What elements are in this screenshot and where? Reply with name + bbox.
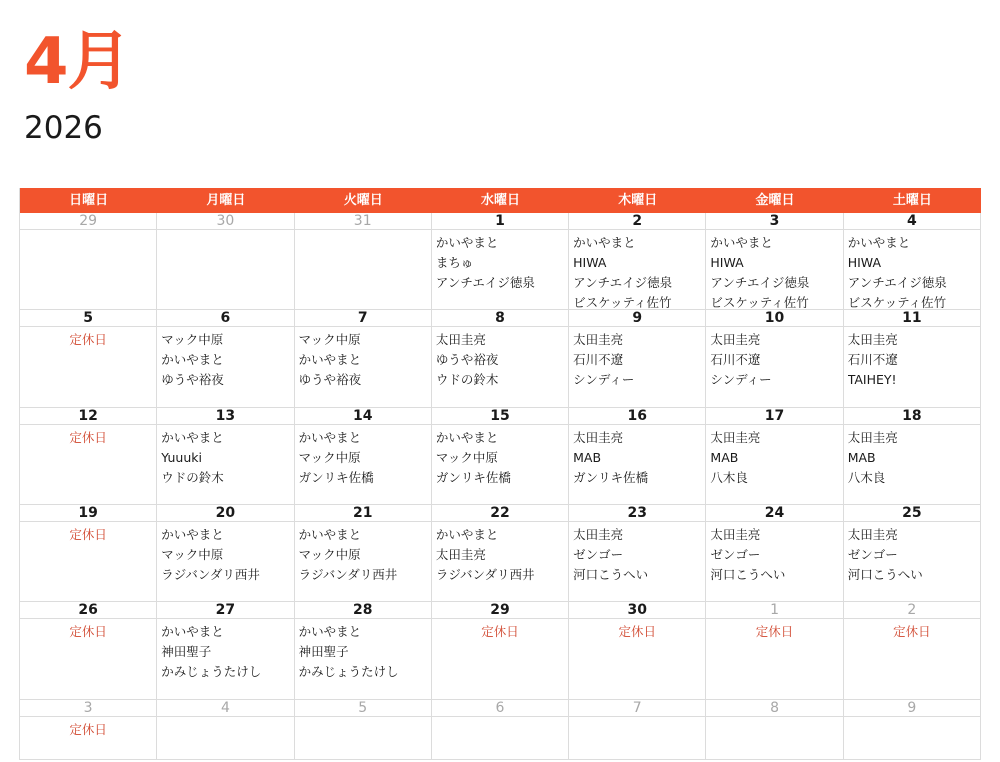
day-cell[interactable] (157, 213, 294, 310)
day-number: 11 (844, 310, 980, 327)
day-cell[interactable] (157, 602, 294, 700)
day-cell[interactable] (706, 602, 843, 700)
day-entries (432, 327, 568, 390)
schedule-entry: 太田圭亮 (435, 332, 486, 347)
schedule-entry: ビスケッティ佐竹 (847, 295, 947, 310)
day-cell[interactable] (706, 700, 843, 760)
schedule-entry: ビスケッティ佐竹 (573, 295, 672, 310)
schedule-entry: かいやまと (435, 235, 499, 250)
year-label: 2026 (24, 110, 103, 146)
schedule-entry: 八木良 (710, 470, 748, 485)
schedule-entry: ゆうや裕夜 (298, 372, 362, 387)
schedule-entry: マック中原 (161, 332, 224, 347)
day-cell[interactable] (432, 213, 569, 310)
schedule-entry: アンチエイジ徳泉 (710, 275, 810, 290)
day-number: 22 (432, 505, 568, 522)
schedule-entry: かいやまと (161, 527, 224, 542)
schedule-entry: 神田聖子 (298, 644, 349, 659)
day-number: 9 (844, 700, 980, 717)
day-cell[interactable] (157, 700, 294, 760)
day-entries (295, 230, 431, 233)
weekday-header (20, 188, 981, 213)
day-number: 14 (295, 408, 431, 425)
day-number: 17 (706, 408, 842, 425)
schedule-entry: かいやまと (435, 430, 499, 445)
day-cell[interactable] (844, 408, 981, 505)
day-entries (844, 230, 980, 313)
day-entries (844, 717, 980, 720)
schedule-entry: シンディー (710, 372, 772, 387)
day-number: 7 (569, 700, 705, 717)
day-cell[interactable] (20, 602, 157, 700)
day-entries (157, 522, 293, 585)
weekday-thursday: 木曜日 (618, 193, 658, 208)
day-cell[interactable] (844, 505, 981, 602)
schedule-entry: かみじょうたけし (298, 664, 399, 679)
day-cell[interactable] (20, 505, 157, 602)
schedule-entry: かみじょうたけし (161, 664, 262, 679)
day-number: 5 (295, 700, 431, 717)
day-entries (157, 425, 293, 488)
schedule-entry: Yuuuki (161, 450, 202, 465)
schedule-entry: アンチエイジ徳泉 (573, 275, 673, 290)
closed-day-label: 定休日 (69, 722, 107, 737)
day-entries (295, 619, 431, 682)
schedule-entry: かいやまと (435, 527, 499, 542)
day-number: 27 (157, 602, 293, 619)
day-number: 24 (706, 505, 842, 522)
schedule-entry: 河口こうへい (573, 567, 649, 582)
day-cell[interactable] (295, 310, 432, 408)
schedule-entry: ゆうや裕夜 (435, 352, 499, 367)
schedule-entry: 八木良 (847, 470, 886, 485)
schedule-entry: アンチエイジ徳泉 (847, 275, 947, 290)
day-cell[interactable] (20, 408, 157, 505)
schedule-entry: ガンリキ佐橋 (435, 470, 511, 485)
day-entries (432, 619, 568, 642)
schedule-entry: ウドの鈴木 (435, 372, 499, 387)
day-cell[interactable] (432, 310, 569, 408)
closed-day-label: 定休日 (893, 624, 931, 639)
weeks-container (20, 213, 981, 760)
day-cell[interactable] (432, 505, 569, 602)
day-entries (569, 619, 705, 642)
day-entries (295, 425, 431, 488)
week-row (20, 700, 981, 760)
schedule-entry: かいやまと (161, 352, 224, 367)
day-number: 20 (157, 505, 293, 522)
day-entries (20, 425, 156, 448)
day-number: 2 (844, 602, 980, 619)
day-number: 1 (432, 213, 568, 230)
day-cell[interactable] (844, 700, 981, 760)
day-cell[interactable] (157, 408, 294, 505)
schedule-entry: かいやまと (298, 352, 362, 367)
day-entries (706, 717, 842, 720)
day-entries (20, 522, 156, 545)
day-cell[interactable] (569, 213, 706, 310)
day-number: 30 (569, 602, 705, 619)
schedule-entry: かいやまと (298, 430, 362, 445)
day-entries (295, 327, 431, 390)
day-entries (295, 717, 431, 720)
weekday-sunday: 日曜日 (69, 193, 109, 208)
schedule-entry: ラジバンダリ西井 (298, 567, 398, 582)
day-entries (432, 230, 568, 293)
schedule-entry: マック中原 (298, 547, 361, 562)
day-number: 28 (295, 602, 431, 619)
day-entries (20, 230, 156, 233)
day-cell[interactable] (295, 213, 432, 310)
day-entries (844, 327, 980, 390)
day-number: 19 (20, 505, 156, 522)
day-entries (569, 717, 705, 720)
day-number: 25 (844, 505, 980, 522)
schedule-entry: ラジバンダリ西井 (161, 567, 260, 582)
day-cell[interactable] (157, 310, 294, 408)
closed-day-label: 定休日 (481, 624, 519, 639)
schedule-entry: ゼンゴー (573, 547, 624, 562)
schedule-entry: MAB (847, 450, 876, 465)
day-number: 16 (569, 408, 705, 425)
schedule-entry: ビスケッティ佐竹 (710, 295, 809, 310)
day-cell[interactable] (706, 408, 843, 505)
schedule-entry: かいやまと (847, 235, 911, 250)
day-entries (157, 619, 293, 682)
day-entries (569, 327, 705, 390)
day-cell[interactable] (706, 213, 843, 310)
day-entries (569, 230, 705, 313)
day-entries (20, 619, 156, 642)
day-cell[interactable] (295, 602, 432, 700)
schedule-entry: ガンリキ佐橋 (298, 470, 374, 485)
schedule-entry: 河口こうへい (710, 567, 786, 582)
schedule-entry: ゼンゴー (710, 547, 761, 562)
week-row (20, 213, 981, 310)
day-cell[interactable] (844, 310, 981, 408)
schedule-entry: 太田圭亮 (710, 332, 761, 347)
day-entries (157, 230, 293, 233)
schedule-entry: ウドの鈴木 (161, 470, 224, 485)
day-number: 8 (706, 700, 842, 717)
day-entries (20, 327, 156, 350)
day-number: 2 (569, 213, 705, 230)
day-number: 4 (844, 213, 980, 230)
day-entries (432, 522, 568, 585)
schedule-entry: 河口こうへい (847, 567, 923, 582)
schedule-entry: 太田圭亮 (573, 527, 624, 542)
day-cell[interactable] (295, 505, 432, 602)
day-number: 6 (432, 700, 568, 717)
weekday-tuesday: 火曜日 (343, 193, 383, 208)
day-number: 5 (20, 310, 156, 327)
day-entries (569, 522, 705, 585)
closed-day-label: 定休日 (618, 624, 657, 639)
schedule-entry: MAB (573, 450, 602, 465)
day-number: 29 (20, 213, 156, 230)
closed-day-label: 定休日 (69, 332, 107, 347)
day-number: 8 (432, 310, 568, 327)
schedule-entry: かいやまと (161, 430, 224, 445)
week-row (20, 602, 981, 700)
schedule-entry: TAIHEY! (847, 372, 897, 387)
day-cell[interactable] (295, 408, 432, 505)
schedule-entry: 太田圭亮 (435, 547, 486, 562)
day-number: 4 (157, 700, 293, 717)
day-entries (157, 717, 293, 720)
day-entries (295, 522, 431, 585)
day-number: 10 (706, 310, 842, 327)
schedule-entry: かいやまと (298, 624, 362, 639)
schedule-entry: マック中原 (298, 332, 361, 347)
day-number: 30 (157, 213, 293, 230)
schedule-entry: 石川不遼 (847, 352, 898, 367)
schedule-entry: 石川不遼 (573, 352, 624, 367)
day-cell[interactable] (20, 700, 157, 760)
day-cell[interactable] (569, 700, 706, 760)
day-cell[interactable] (432, 408, 569, 505)
day-entries (706, 522, 842, 585)
day-cell[interactable] (569, 602, 706, 700)
schedule-entry: HIWA (573, 255, 607, 270)
schedule-entry: 太田圭亮 (847, 430, 898, 445)
schedule-entry: 太田圭亮 (573, 430, 624, 445)
schedule-entry: 太田圭亮 (710, 527, 761, 542)
day-entries (20, 717, 156, 740)
day-number: 18 (844, 408, 980, 425)
day-cell[interactable] (844, 602, 981, 700)
day-cell[interactable] (432, 700, 569, 760)
schedule-entry: HIWA (710, 255, 744, 270)
schedule-entry: ゼンゴー (847, 547, 898, 562)
schedule-entry: 石川不遼 (710, 352, 761, 367)
day-cell[interactable] (706, 310, 843, 408)
schedule-entry: 太田圭亮 (710, 430, 761, 445)
day-number: 29 (432, 602, 568, 619)
closed-day-label: 定休日 (69, 624, 107, 639)
schedule-entry: 太田圭亮 (573, 332, 624, 347)
weekday-friday: 金曜日 (755, 193, 795, 208)
day-entries (844, 522, 980, 585)
schedule-entry: マック中原 (161, 547, 224, 562)
schedule-entry: 神田聖子 (161, 644, 212, 659)
schedule-entry: かいやまと (573, 235, 636, 250)
day-entries (706, 425, 842, 488)
week-row (20, 408, 981, 505)
day-number: 6 (157, 310, 293, 327)
day-cell[interactable] (20, 310, 157, 408)
closed-day-label: 定休日 (755, 624, 794, 639)
weekday-wednesday: 水曜日 (480, 193, 520, 208)
schedule-entry: アンチエイジ徳泉 (435, 275, 535, 290)
day-cell[interactable] (295, 700, 432, 760)
schedule-entry: かいやまと (298, 527, 362, 542)
day-number: 21 (295, 505, 431, 522)
week-row (20, 505, 981, 602)
day-number: 7 (295, 310, 431, 327)
calendar-grid (19, 188, 981, 760)
day-cell[interactable] (569, 310, 706, 408)
week-row (20, 310, 981, 408)
month-title: 4月 (24, 25, 131, 99)
day-cell[interactable] (844, 213, 981, 310)
schedule-entry: マック中原 (298, 450, 361, 465)
schedule-entry: ガンリキ佐橋 (573, 470, 649, 485)
day-number: 31 (295, 213, 431, 230)
day-number: 26 (20, 602, 156, 619)
day-entries (844, 425, 980, 488)
day-number: 15 (432, 408, 568, 425)
day-entries (569, 425, 705, 488)
schedule-entry: かいやまと (161, 624, 224, 639)
day-entries (432, 717, 568, 720)
schedule-entry: MAB (710, 450, 739, 465)
day-entries (706, 327, 842, 390)
schedule-entry: かいやまと (710, 235, 773, 250)
schedule-entry: まちゅ (435, 255, 474, 270)
day-number: 9 (569, 310, 705, 327)
schedule-entry: マック中原 (435, 450, 498, 465)
day-number: 13 (157, 408, 293, 425)
day-entries (432, 425, 568, 488)
day-number: 23 (569, 505, 705, 522)
weekday-saturday: 土曜日 (892, 193, 932, 208)
schedule-entry: 太田圭亮 (847, 332, 898, 347)
day-cell[interactable] (569, 505, 706, 602)
day-entries (706, 619, 842, 642)
day-entries (844, 619, 980, 642)
schedule-entry: 太田圭亮 (847, 527, 898, 542)
day-number: 12 (20, 408, 156, 425)
schedule-entry: HIWA (847, 255, 882, 270)
day-cell[interactable] (20, 213, 157, 310)
schedule-entry: シンディー (573, 372, 635, 387)
day-number: 1 (706, 602, 842, 619)
day-entries (157, 327, 293, 390)
day-number: 3 (20, 700, 156, 717)
day-entries (706, 230, 842, 313)
schedule-entry: ラジバンダリ西井 (435, 567, 535, 582)
weekday-monday: 月曜日 (206, 193, 246, 208)
schedule-entry: ゆうや裕夜 (161, 372, 224, 387)
day-cell[interactable] (706, 505, 843, 602)
day-number: 3 (706, 213, 842, 230)
closed-day-label: 定休日 (69, 430, 107, 445)
day-cell[interactable] (157, 505, 294, 602)
closed-day-label: 定休日 (69, 527, 107, 542)
day-cell[interactable] (432, 602, 569, 700)
day-cell[interactable] (569, 408, 706, 505)
